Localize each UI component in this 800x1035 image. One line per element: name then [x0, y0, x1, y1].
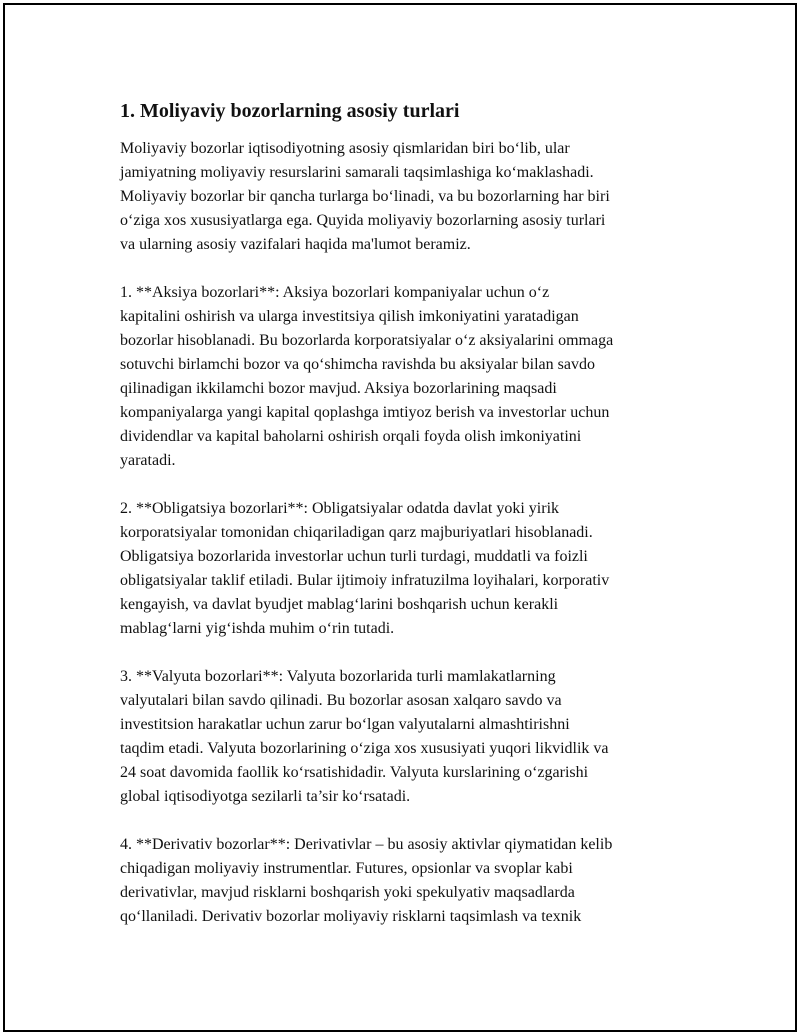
- text-line: obligatsiyalar taklif etiladi. Bular ijtimoiy infratuzilma loyihalari, korporativ: [120, 572, 610, 589]
- paragraph-bond-markets: [120, 497, 720, 641]
- text-line: investitsion harakatlar uchun zarur bo‘lgan valyutalarni almashtirishni: [120, 716, 570, 733]
- text-line: global iqtisodiyotga sezilarli ta’sir ko‘rsatadi.: [120, 788, 411, 805]
- text-line: kengayish, va davlat byudjet mablag‘larini boshqarish uchun kerakli: [120, 596, 559, 613]
- text-line: qo‘llaniladi. Derivativ bozorlar moliyaviy risklarni taqsimlash va texnik: [120, 908, 582, 925]
- text-line: kapitalini oshirish va ularga investitsiya qilish imkoniyatini yaratadigan: [120, 308, 579, 325]
- paragraph-derivative-markets: [120, 833, 720, 929]
- document-title: 1. Moliyaviy bozorlarning asosiy turlari: [120, 100, 460, 122]
- text-line: valyutalari bilan savdo qilinadi. Bu bozorlar asosan xalqaro savdo va: [120, 692, 562, 709]
- text-line: 2. **Obligatsiya bozorlari**: Obligatsiyalar odatda davlat yoki yirik: [120, 500, 560, 517]
- text-line: jamiyatning moliyaviy resurslarini samarali taqsimlashiga ko‘maklashadi.: [120, 164, 594, 181]
- text-line: 1. **Aksiya bozorlari**: Aksiya bozorlari kompaniyalar uchun o‘z: [120, 284, 550, 301]
- text-line: va ularning asosiy vazifalari haqida ma'lumot beramiz.: [120, 236, 471, 253]
- text-line: 24 soat davomida faollik ko‘rsatishidadir. Valyuta kurslarining o‘zgarishi: [120, 764, 589, 781]
- text-line: chiqadigan moliyaviy instrumentlar. Futures, opsionlar va svoplar kabi: [120, 860, 573, 877]
- text-line: sotuvchi birlamchi bozor va qo‘shimcha ravishda bu aksiyalar bilan savdo: [120, 356, 595, 373]
- text-line: qilinadigan ikkilamchi bozor mavjud. Aksiya bozorlarining maqsadi: [120, 380, 557, 397]
- paragraph-currency-markets: [120, 665, 720, 809]
- page-frame: [3, 3, 797, 1032]
- text-line: mablag‘larni yig‘ishda muhim o‘rin tutadi.: [120, 620, 395, 637]
- text-line: derivativlar, mavjud risklarni boshqarish yoki spekulyativ maqsadlarda: [120, 884, 575, 901]
- text-line: o‘ziga xos xususiyatlarga ega. Quyida moliyaviy bozorlarning asosiy turlari: [120, 212, 606, 229]
- text-line: 3. **Valyuta bozorlari**: Valyuta bozorlarida turli mamlakatlarning: [120, 668, 556, 685]
- text-line: taqdim etadi. Valyuta bozorlarining o‘ziga xos xususiyati yuqori likvidlik va: [120, 740, 609, 757]
- paragraph-intro: [120, 137, 720, 257]
- text-line: 4. **Derivativ bozorlar**: Derivativlar – bu asosiy aktivlar qiymatidan kelib: [120, 836, 613, 853]
- text-line: Moliyaviy bozorlar bir qancha turlarga bo‘linadi, va bu bozorlarning har biri: [120, 188, 610, 205]
- text-line: Obligatsiya bozorlarida investorlar uchun turli turdagi, muddatli va foizli: [120, 548, 588, 565]
- text-line: kompaniyalarga yangi kapital qoplashga imtiyoz berish va investorlar uchun: [120, 404, 610, 421]
- text-line: yaratadi.: [120, 452, 176, 469]
- paragraph-stock-markets: [120, 281, 720, 473]
- document-body: [120, 97, 720, 953]
- text-line: bozorlar hisoblanadi. Bu bozorlarda korporatsiyalar o‘z aksiyalarini ommaga: [120, 332, 614, 349]
- text-line: Moliyaviy bozorlar iqtisodiyotning asosiy qismlaridan biri bo‘lib, ular: [120, 140, 570, 157]
- text-line: dividendlar va kapital baholarni oshirish orqali foyda olish imkoniyatini: [120, 428, 582, 445]
- text-line: korporatsiyalar tomonidan chiqariladigan qarz majburiyatlari hisoblanadi.: [120, 524, 593, 541]
